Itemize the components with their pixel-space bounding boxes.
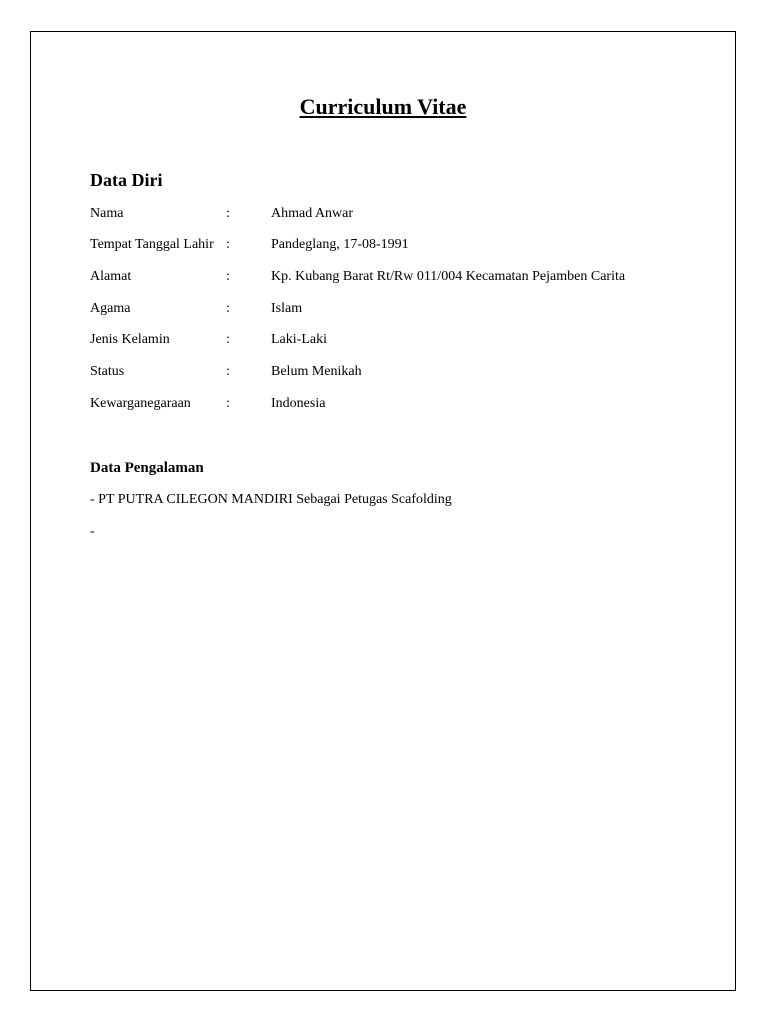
experience-item: - PT PUTRA CILEGON MANDIRI Sebagai Petugas Scafolding <box>90 492 452 507</box>
info-separator: : <box>226 364 230 379</box>
info-value: Laki-Laki <box>271 332 327 347</box>
info-value: Kp. Kubang Barat Rt/Rw 011/004 Kecamatan Pejamben Carita <box>271 269 626 284</box>
info-label: Status <box>90 364 125 379</box>
info-row-nama <box>90 204 710 224</box>
info-label: Kewarganegaraan <box>90 396 191 411</box>
info-label: Tempat Tanggal Lahir <box>90 237 214 252</box>
info-separator: : <box>226 269 230 284</box>
info-row-alamat <box>90 267 710 287</box>
info-row-agama <box>90 299 710 319</box>
info-label: Nama <box>90 206 124 221</box>
section-heading-data-pengalaman: Data Pengalaman <box>90 460 204 476</box>
info-row-jenis-kelamin <box>90 330 710 350</box>
info-row-tempat-tanggal-lahir <box>90 235 710 255</box>
experience-item: - <box>90 524 95 539</box>
cv-page <box>30 31 736 991</box>
info-separator: : <box>226 301 230 316</box>
info-separator: : <box>226 206 230 221</box>
document-title: Curriculum Vitae <box>299 94 467 119</box>
section-heading-data-diri: Data Diri <box>90 170 163 190</box>
info-value: Islam <box>271 301 303 316</box>
info-row-status <box>90 362 710 382</box>
info-separator: : <box>226 396 230 411</box>
info-value: Indonesia <box>271 396 326 411</box>
info-value: Belum Menikah <box>271 364 362 379</box>
info-label: Alamat <box>90 269 132 284</box>
info-value: Pandeglang, 17-08-1991 <box>271 237 409 252</box>
info-label: Jenis Kelamin <box>90 332 170 347</box>
info-separator: : <box>226 332 230 347</box>
info-row-kewarganegaraan <box>90 394 710 414</box>
info-separator: : <box>226 237 230 252</box>
info-value: Ahmad Anwar <box>271 206 354 221</box>
info-label: Agama <box>90 301 131 316</box>
